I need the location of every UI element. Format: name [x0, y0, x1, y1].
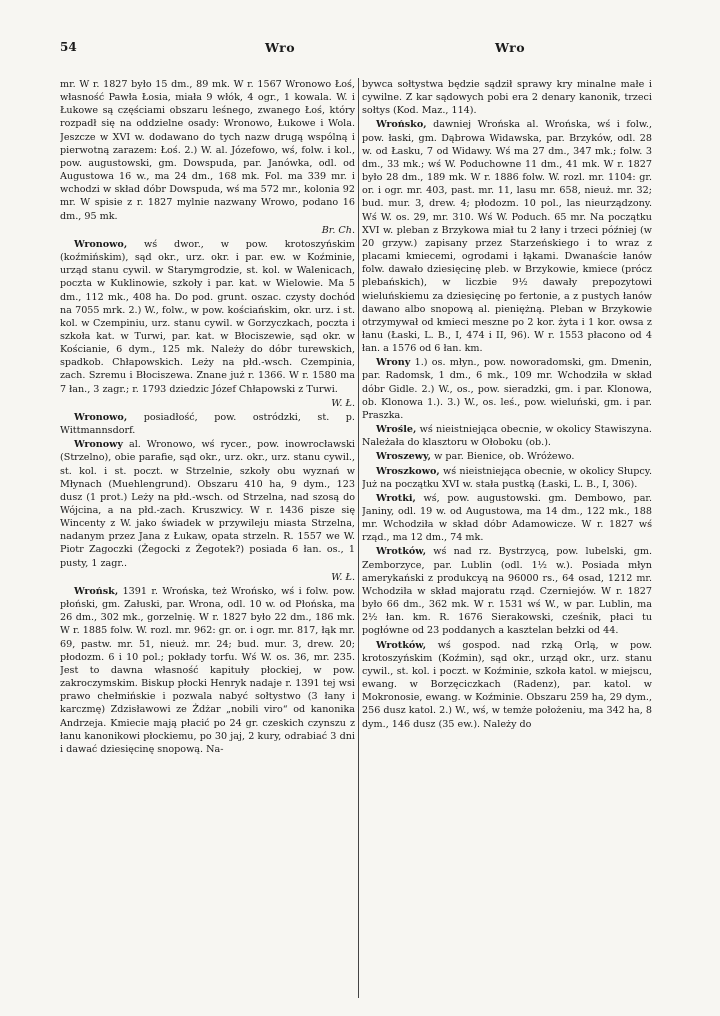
entry-headword: Wronowy — [74, 439, 124, 451]
entry-body: wś dwor., w pow. krotoszyńskim (koźmińskim), sąd okr., urz. okr. i par. ew. w Koźminie, urząd stanu cywil. w Starymgrodzie, st. kol. w Walenicach, poczta w Kuklinowie, szkoły i par. kat. w Wielowie. Ma 5 dm., 112 mk., 408 ha. Do pod. grunt. oszac. czysty dochód na 7055 mrk. 2.) W., folw., w pow. kościańskim, okr. urz. i st. kol. w Czempiniu, urz. stanu cywil. w Gorzyczkach, poczta i szkoła kat. w Turwi, par. kat. w Błociszewie, sąd okr. w Kościanie, 6 dym., 125 mk. Należy do dóbr turewskich, spadkob. Chłapowskich. Leży na płd.-wsch. Czempinia, zach. Szremu i Błociszewa. Znane już r. 1366. W r. 1580 ma 7 łan., 3 zagr.; r. 1793 dziedzic Józef Chłapowski z Turwi. — [60, 238, 355, 395]
dictionary-entry — [362, 639, 652, 731]
entry-body: w par. Bienice, ob. Wróżewo. — [434, 451, 575, 463]
author-signature: Br. Ch. — [321, 224, 355, 236]
entry-body: bywca sołtystwa będzie sądził sprawy kry minalne małe i cywilne. Z kar sądowych pobi era 2 denary kanonik, trzeci sołtys (Kod. Maz., 114). — [362, 79, 652, 117]
entry-headword: Wrotków, — [376, 639, 427, 651]
entry-body: dawniej Wrońska al. Wrońska, wś i folw., pow. łaski, gm. Dąbrowa Widawska, par. Brzyków, odl. 28 w. od Łasku, 7 od Widawy. Wś ma 27 dm., 347 mk.; folw. 3 dm., 33 mk.; wś W. Poduchowne 11 dm., 41 mk. W r. 1827 było 28 dm., 189 mk. W r. 1886 folw. W. rozl. mr. 1104: gr. or. i ogr. mr. 403, past. mr. 11, lasu mr. 658, nieuż. mr. 32; bud. mur. 3, drew. 4; płodozm. 10 pol., las nieurządzony. Wś W. os. 29, mr. 310. Wś W. Poduch. 65 mr. Na początku XVI w. pleban z Brzykowa miał tu 2 łany i trzeci później (w 20 grzyw.) zapisany przez Starzeńskiego i to wraz z placami kmiecemi, ogrodami i łąkami. Dwanaście łanów folw. dawało dziesięcinę pleb. w Brzykowie, kmiece (prócz plebańskich), w liczbie 9½ dawały prepozytowi wieluńskiemu za dziesięcinę po fertonie, a z pustych łanów dawano albo snopową al. pieniężną. Pleban w Brzykowie otrzymywał od kmieci meszne po 2 kor. żyta i 1 kor. owsa z łanu (Łaski, L. B., I, 474 i II, 96). W r. 1553 płacono od 4 łan. a 1576 od 6 łan. km. — [362, 119, 652, 355]
dictionary-entry — [362, 356, 652, 422]
entry-headword: Wroszewy, — [376, 451, 432, 463]
entry-body: wś, pow. augustowski. gm. Dembowo, par. Janiny, odl. 19 w. od Augustowa, ma 14 dm., 122 mk., 188 mr. Wchodziła w skład dóbr Adamowicze. W r. 1827 wś rząd., ma 12 dm., 74 mk. — [362, 492, 652, 544]
running-head-right: Wro — [495, 40, 526, 55]
entry-body: posiadłość, pow. ostródzki, st. p. Wittmannsdorf. — [60, 411, 355, 437]
entry-body: al. Wronowo, wś rycer., pow. inowrocławski (Strzelno), obie parafie, sąd okr., urz. okr., urz. stanu cywil., st. kol. i st. poczt. w Strzelnie, szkoły obu wyznań w Młynach (Muehlengrund). Obszaru 410 ha, 9 dym., 123 dusz (1 prot.) Leży na płd.-wsch. od Strzelna, nad szosą do Wójcina, a na płd.-zach. Kruszwicy. W r. 1436 pisze się Wincenty z W. jako świadek w przywileju miasta Strzelna, nadanym przez Jana z Łukaw, opata strzeln. R. 1557 we W. Piotr Zagoczki (Żegocki z Żegotek?) posiada 6 łan. os., 1 pusty, 1 zagr.. — [60, 439, 355, 569]
dictionary-entry — [362, 118, 652, 355]
entry-headword: Wrony — [376, 357, 411, 369]
dictionary-entry — [60, 438, 355, 570]
dictionary-entry — [60, 238, 355, 396]
dictionary-entry — [60, 585, 355, 756]
dictionary-entry — [362, 423, 652, 449]
entry-body: wś nad rz. Bystrzycą, pow. lubelski, gm. Zemborzyce, par. Lublin (odl. 1½ w.). Posiada młyn amerykański z produkcyą na 96000 rs., 64 osad, 1212 mr. Wchodziła w skład majoratu rząd. Czerniejów. W r. 1827 było 66 dm., 362 mk. W r. 1531 wś W., w par. Lublin, ma 2½ łan. km. R. 1676 Sierakowski, cześnik, płaci tu pogłówne od 23 poddanych a kasztelan bełzki od 44. — [362, 546, 652, 637]
entry-headword: Wronowo, — [74, 238, 128, 250]
entry-body: 1.) os. młyn., pow. noworadomski, gm. Dmenin, par. Radomsk, 1 dm., 6 mk., 109 mr. Wchodziła w skład dóbr Gidle. 2.) W., os., pow. sieradzki, gm. i par. Klonowa, ob. Klonowa 1.). 3.) W., os. leś., pow. wieluński, gm. i par. Praszka. — [362, 357, 652, 421]
right-column — [362, 78, 652, 1000]
author-signature: W. Ł. — [331, 397, 355, 409]
author-signature: W. Ł. — [331, 571, 355, 583]
dictionary-entry — [362, 465, 652, 491]
entry-headword: Wrońsko, — [376, 119, 427, 131]
entry-headword: Wroszkowo, — [376, 465, 440, 477]
entry-body: wś nieistniejąca obecnie, w okolicy Stawiszyna. Należała do klasztoru w Ołoboku (ob.). — [362, 424, 652, 449]
dictionary-entry — [362, 450, 652, 463]
page-header — [60, 40, 660, 64]
dictionary-entry — [362, 545, 652, 637]
entry-headword: Wrotków, — [376, 546, 427, 558]
entry-body: wś nieistniejąca obecnie, w okolicy Słupcy. Już na początku XVI w. stała pustką (Łaski, L. B., I, 306). — [362, 465, 652, 490]
entry-headword: Wrońsk, — [74, 585, 119, 597]
dictionary-entry — [362, 78, 652, 117]
entry-body: mr. W r. 1827 było 15 dm., 89 mk. W r. 1567 Wronowo Łoś, własność Pawła Łosia, miała 9 włók, 4 ogr., 1 kowala. W. i Łukowe są częściami obszaru leśnego, zwanego Łoś, który rozpadł się na oddzielne osady: Wronowo, Łukowe i Wola. Jeszcze w XVI w. dodawano do tych nazw drugą wspólną i pierwotną zarazem: Łoś. 2.) W. al. Józefowo, wś, folw. i kol., pow. augustowski, gm. Dowspuda, par. Janówka, odl. od Augustowa 16 w., ma 24 dm., 168 mk. Fol. ma 339 mr. i wchodzi w skład dóbr Dowspuda, wś ma 572 mr., kolonia 92 mr. W spisie z r. 1827 mylnie nazwany Wrowo, podano 16 dm., 95 mk. — [60, 79, 355, 222]
dictionary-entry — [362, 492, 652, 545]
entry-body: wś gospod. nad rzką Orlą, w pow. krotoszyńskim (Koźmin), sąd okr., urząd okr., urz. stanu cywil., st. kol. i poczt. w Koźminie, szkoła katol. w miejscu, ewang. w Borzęciczkach (Radenz), par. katol. w Mokronosie, ewang. w Koźminie. Obszaru 259 ha, 29 dym., 256 dusz katol. 2.) W., wś, w temże położeniu, ma 342 ha, 8 dym., 146 dusz (35 ew.). Należy do — [362, 639, 652, 730]
entry-headword: Wronowo, — [74, 411, 128, 423]
entry-body: 1391 r. Wrońska, też Wrońsko, wś i folw. pow. płoński, gm. Załuski, par. Wrona, odl. 10 w. od Płońska, ma 26 dm., 302 mk., gorzelnię. W r. 1827 było 22 dm., 186 mk. W r. 1885 folw. W. rozl. mr. 962: gr. or. i ogr. mr. 817, łąk mr. 69, pastw. mr. 51, nieuż. mr. 24; bud. mur. 3, drew. 20; płodozm. 6 i 10 pol.; pokłady torfu. Wś W. os. 36, mr. 235. Jest to dawna własność kapituły płockiej, w pow. zakroczymskim. Biskup płocki Henryk nadaje r. 1391 tej wsi prawo chełmińskie i pozwala nabyć sołtystwo (3 łany i karczmę) Zdzisławowi ze Żdżar „nobili viro“ od kanonika Andrzeja. Kmiecie mają płacić po 24 gr. czeskich czynszu z łanu kanonikowi płockiemu, po 30 jaj, 2 kury, odrabiać 3 dni i dawać dziesięcinę snopową. Na- — [60, 585, 355, 755]
running-head-left: Wro — [265, 40, 296, 55]
page-number: 54 — [60, 40, 77, 54]
left-column — [60, 78, 355, 1000]
dictionary-entry — [60, 411, 355, 437]
dictionary-entry — [60, 78, 355, 223]
entry-headword: Wrośle, — [376, 424, 417, 436]
entry-headword: Wrotki, — [376, 492, 416, 504]
column-divider — [358, 78, 359, 998]
